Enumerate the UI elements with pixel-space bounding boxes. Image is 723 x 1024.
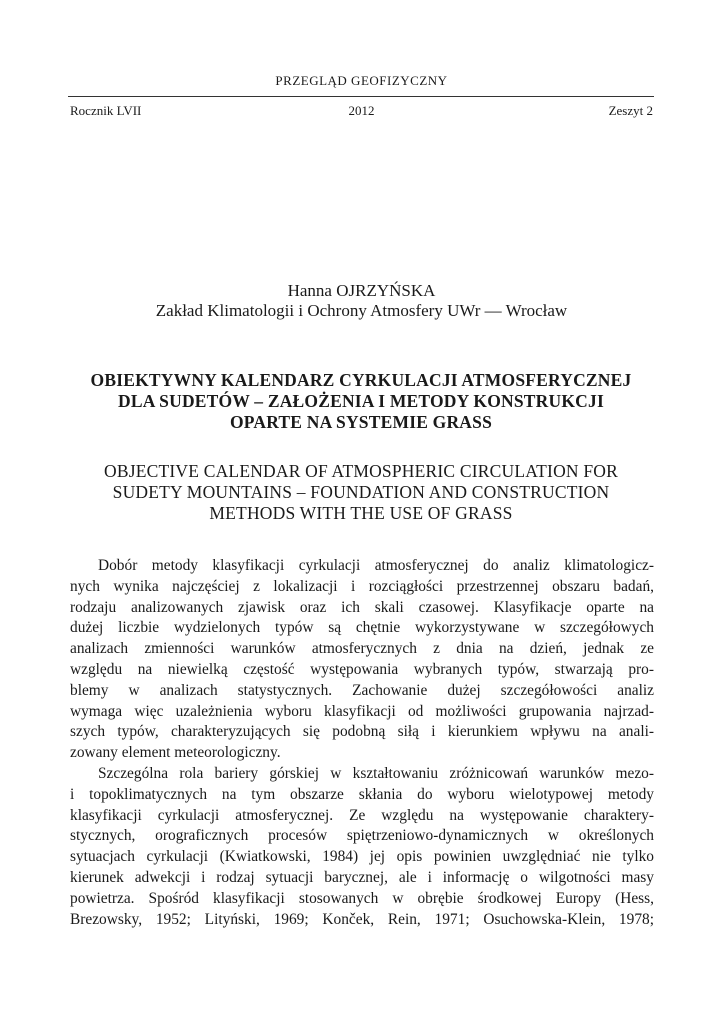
text-line: szych typów, charakteryzujących się podobną siłą i kierunkiem wpływu na anali- — [70, 723, 654, 741]
year-label: 2012 — [348, 103, 375, 118]
text-line: i topoklimatycznych na tym obszarze skłania do wyboru wielotypowej metody — [70, 785, 654, 803]
text-line: nych wynika najczęściej z lokalizacji i rozciągłości przestrzennej obszaru badań, — [70, 577, 654, 595]
journal-title: PRZEGLĄD GEOFIZYCZNY — [275, 73, 448, 88]
text-line: zowany element meteorologiczny. — [70, 744, 281, 762]
text-line: kierunek adwekcji i rodzaj sytuacji barycznej, ale i informację o wilgotności masy — [70, 868, 654, 886]
text-line: blemy w analizach statystycznych. Zachowanie dużej szczegółowości analiz — [70, 681, 654, 699]
title-polish-line: OBIEKTYWNY KALENDARZ CYRKULACJI ATMOSFERYCZNEJ — [90, 370, 632, 390]
text-line: wymaga więc uzależnienia wyboru klasyfikacji od możliwości grupowania najrzad- — [70, 702, 654, 720]
volume-label: Rocznik LVII — [70, 103, 142, 118]
title-english-line: SUDETY MOUNTAINS – FOUNDATION AND CONSTRUCTION — [112, 482, 610, 502]
title-english-line: METHODS WITH THE USE OF GRASS — [209, 503, 513, 523]
text-line: dużej liczbie wydzielonych typów są chętnie wykorzystywane w szczegółowych — [70, 619, 654, 637]
paragraph-1 — [70, 556, 654, 764]
text-line: rodzaju analizowanych zjawisk oraz ich skali czasowej. Klasyfikacje oparte na — [70, 598, 654, 616]
body-text — [70, 556, 654, 930]
paragraph-2 — [70, 764, 654, 930]
header-rule — [68, 96, 654, 97]
text-line: klasyfikacji cyrkulacji atmosferycznej. Ze względu na występowanie charaktery- — [70, 806, 654, 824]
text-line: sytuacjach cyrkulacji (Kwiatkowski, 1984) jej opis powinien uwzględniać nie tylko — [70, 848, 654, 866]
text-line: Dobór metody klasyfikacji cyrkulacji atmosferycznej do analiz klimatologicz- — [98, 557, 654, 574]
author-name: Hanna OJRZYŃSKA — [287, 281, 436, 300]
title-polish — [68, 370, 654, 433]
text-line: Brezowsky, 1952; Lityński, 1969; Konček, Rein, 1971; Osuchowska-Klein, 1978; — [70, 910, 654, 928]
issue-label: Zeszyt 2 — [608, 103, 653, 118]
text-line: stycznych, orograficznych procesów spiętrzeniowo-dynamicznych w określonych — [70, 827, 654, 845]
title-polish-line: OPARTE NA SYSTEMIE GRASS — [229, 412, 493, 432]
text-line: Szczególna rola bariery górskiej w kształtowaniu zróżnicowań warunków mezo- — [98, 764, 654, 782]
title-english — [68, 461, 654, 524]
title-polish-line: DLA SUDETÓW – ZAŁOŻENIA I METODY KONSTRUKCJI — [118, 391, 604, 411]
title-english-line: OBJECTIVE CALENDAR OF ATMOSPHERIC CIRCULATION FOR — [104, 461, 618, 481]
text-line: powietrza. Spośród klasyfikacji stosowanych w obrębie środkowej Europy (Hess, — [70, 889, 654, 907]
text-line: względu na niewielką częstość występowania wybranych typów, stwarzają pro- — [70, 660, 654, 678]
author-affiliation: Zakład Klimatologii i Ochrony Atmosfery UWr — Wrocław — [155, 301, 568, 320]
text-line: analizach zmienności warunków atmosferycznych z dnia na dzień, jednak ze — [70, 640, 654, 658]
